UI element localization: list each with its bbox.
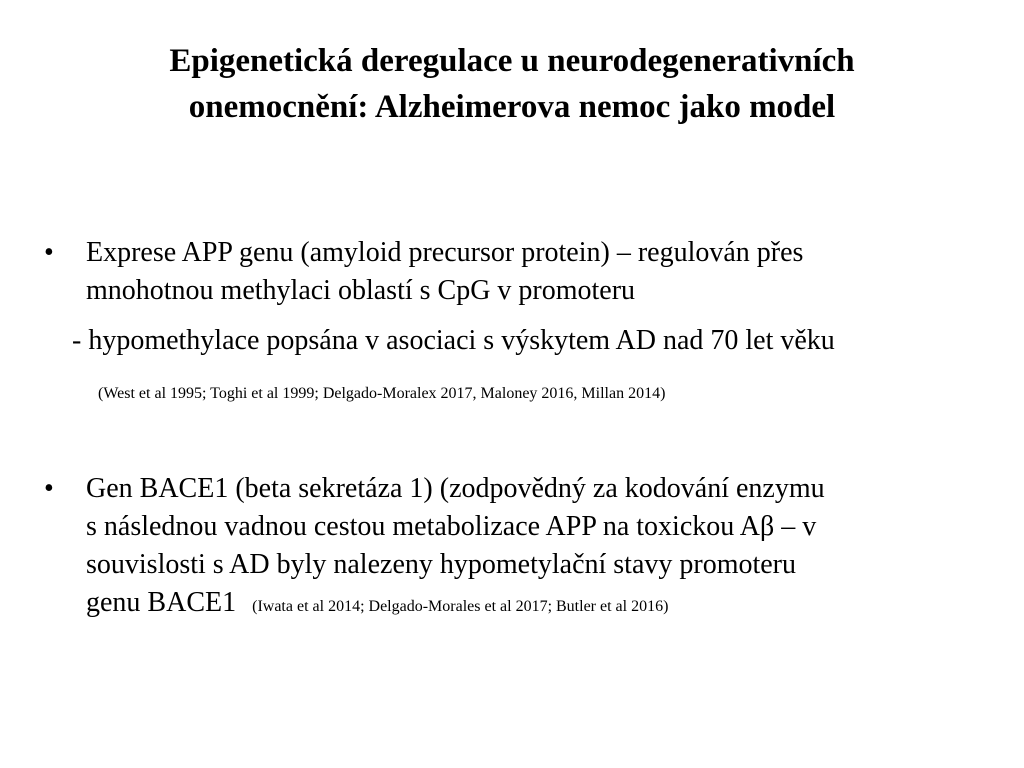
hypomethylation-subpoint: - hypomethylace popsána v asociaci s výskytem AD nad 70 let věku — [72, 325, 835, 356]
bullet-2-line-2: s následnou vadnou cestou metabolizace APP na toxickou Aβ – v — [86, 511, 817, 542]
citation-app: (West et al 1995; Toghi et al 1999; Delgado-Moralex 2017, Maloney 2016, Millan 2014) — [98, 385, 666, 402]
bullet-marker: • — [44, 237, 54, 268]
bullet-2-line-4: genu BACE1 — [86, 587, 237, 618]
bullet-2-line-3: souvislosti s AD byly nalezeny hypometylační stavy promoteru — [86, 549, 797, 580]
title-line-2: onemocnění: Alzheimerova nemoc jako model — [188, 89, 836, 125]
title-line-1: Epigenetická deregulace u neurodegenerativních — [169, 43, 855, 79]
bullet-row — [44, 234, 1004, 310]
bullet-row — [44, 470, 1004, 626]
citation-bace1: (Iwata et al 2014; Delgado-Morales et al 2017; Butler et al 2016) — [252, 598, 669, 615]
bullet-bace1 — [44, 470, 1004, 626]
bullet-app-expression — [44, 234, 1004, 310]
bullet-1-line-2: mnohotnou methylaci oblastí s CpG v promoteru — [86, 275, 636, 306]
bullet-2-line-1: Gen BACE1 (beta sekretáza 1) (zodpovědný za kodování enzymu — [86, 473, 825, 504]
slide-title — [40, 38, 984, 130]
bullet-2-line-4-wrapper — [86, 584, 1004, 626]
bullet-1-line-1: Exprese APP genu (amyloid precursor protein) – regulován přes — [86, 237, 804, 268]
bullet-marker: • — [44, 473, 54, 504]
